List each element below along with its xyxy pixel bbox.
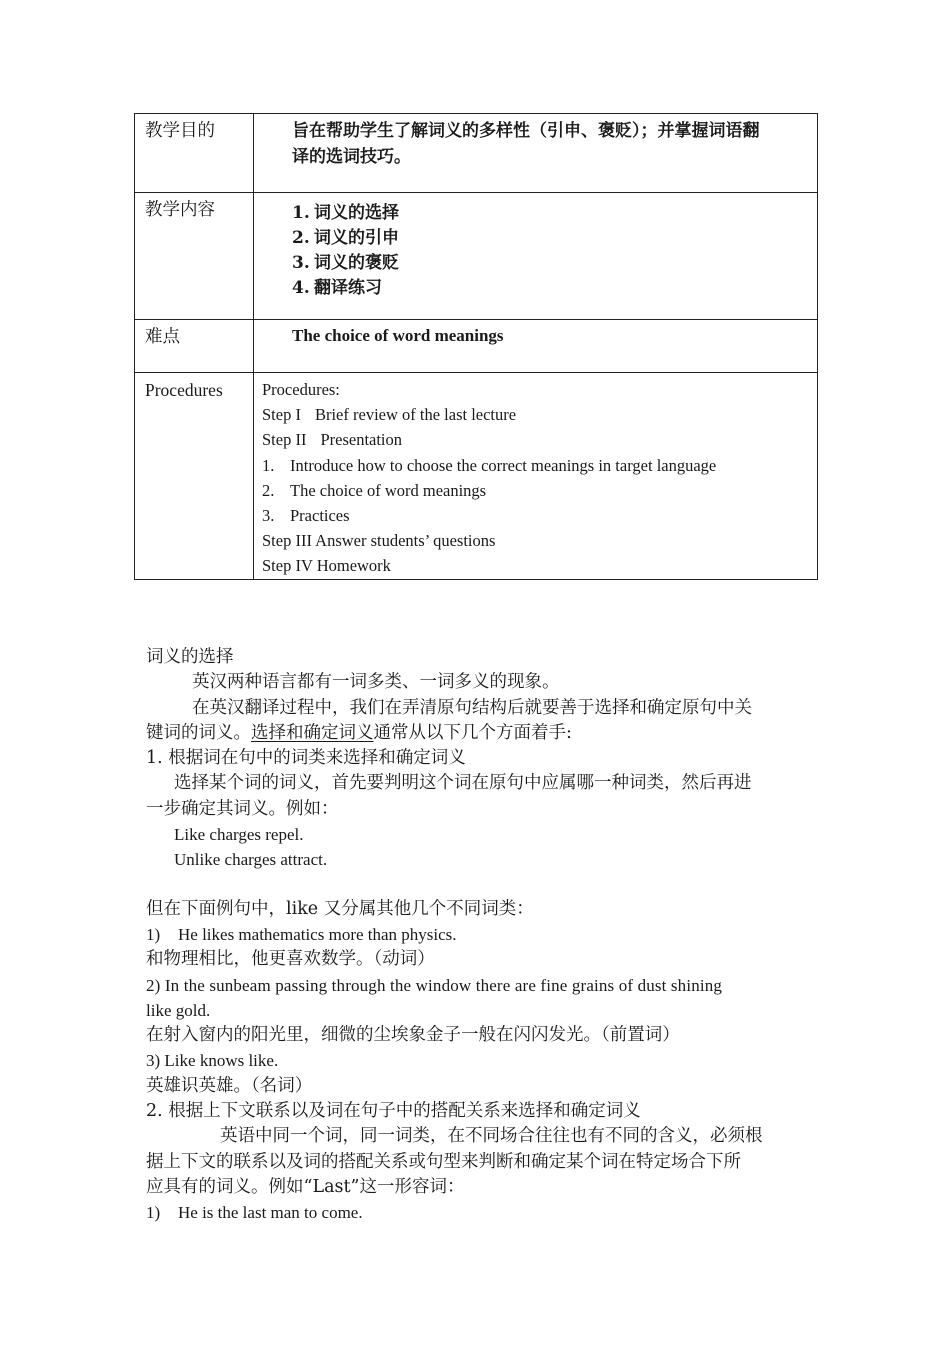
step-1-label: Step I	[262, 405, 301, 425]
list-item-number: 2.	[262, 480, 275, 500]
list-item	[292, 276, 807, 301]
objective-line-1: 旨在帮助学生了解词义的多样性（引申、褒贬）；并掌握词语翻	[292, 121, 760, 141]
example-prep-en-line-1: 2) In the sunbeam passing through the window there are fine grains of dust shining	[146, 975, 723, 995]
example-text: He is the last man to come.	[178, 1203, 363, 1223]
list-item-text: 翻译练习	[314, 278, 382, 298]
objective-content	[254, 114, 818, 193]
underlined-text: 选择和确定词义	[251, 722, 374, 743]
text-span: 通常从以下几个方面着手:	[373, 722, 572, 743]
list-item-number: 1.	[292, 203, 310, 223]
like-intro: 但在下面例句中，like 又分属其他几个不同词类：	[146, 898, 534, 919]
example-prep-en-line-2: like gold.	[146, 1000, 211, 1020]
example-text: He likes mathematics more than physics.	[178, 924, 457, 944]
list-item-text: Practices	[290, 506, 350, 526]
example-verb-en	[146, 922, 812, 947]
subsection-1-line-1: 选择某个词的词义，首先要判明这个词在原句中应属哪一种词类，然后再进	[174, 773, 752, 794]
difficulty-text: The choice of word meanings	[292, 326, 504, 345]
list-item-number: 1.	[262, 455, 275, 475]
list-item-text: 词义的选择	[314, 203, 399, 223]
example-1: Like charges repel.	[174, 825, 304, 845]
list-item-number: 4.	[292, 278, 310, 298]
lesson-plan-table	[134, 113, 818, 580]
paragraph-1: 英汉两种语言都有一词多类、一词多义的现象。	[192, 672, 560, 693]
example-prep-zh: 在射入窗内的阳光里，细微的尘埃象金子一般在闪闪发光。（前置词）	[146, 1025, 680, 1046]
list-item-number: 3.	[262, 506, 275, 526]
step-1-text: Brief review of the last lecture	[314, 405, 517, 425]
subsection-2-line-2: 据上下文的联系以及词的搭配关系或句型来判断和确定某个词在特定场合下所	[146, 1151, 741, 1172]
section-heading: 词义的选择	[146, 647, 234, 667]
list-item-text: The choice of word meanings	[290, 480, 487, 500]
content-list-cell	[254, 193, 818, 320]
table-row-objective	[135, 114, 818, 193]
procedures-cell	[254, 373, 818, 580]
paragraph-2-line-2	[146, 721, 812, 746]
step-4: Step IV Homework	[262, 556, 391, 576]
list-item	[262, 503, 807, 528]
paragraph-2-line-1: 在英汉翻译过程中，我们在弄清原句结构后就要善于选择和确定原句中关	[192, 697, 752, 718]
step-2	[262, 427, 807, 452]
list-item-number: 2.	[292, 228, 310, 248]
example-last-en	[146, 1200, 812, 1225]
list-item	[292, 201, 807, 226]
procedures-label: Procedures	[135, 373, 254, 580]
list-item	[292, 251, 807, 276]
content-list	[266, 197, 807, 301]
difficulty-cell	[254, 320, 818, 373]
content-label: 教学内容	[135, 193, 254, 320]
step-1	[262, 402, 807, 427]
subsection-2-title: 2. 根据上下文联系以及词在句子中的搭配关系来选择和确定词义	[146, 1101, 641, 1122]
example-noun-zh: 英雄识英雄。（名词）	[146, 1075, 313, 1096]
example-number: 1)	[146, 1203, 161, 1223]
list-item	[292, 226, 807, 251]
list-item-number: 3.	[292, 253, 310, 273]
text-span: 键词的词义。	[146, 722, 251, 743]
difficulty-label: 难点	[135, 320, 254, 373]
procedures-title: Procedures:	[262, 380, 340, 399]
example-noun-en: 3) Like knows like.	[146, 1051, 279, 1071]
list-item-text: Introduce how to choose the correct meanings in target language	[290, 455, 717, 475]
subsection-1-title: 1. 根据词在句中的词类来选择和确定词义	[146, 748, 466, 769]
objective-line-2: 译的选词技巧。	[292, 147, 411, 167]
list-item-text: 词义的引申	[314, 228, 399, 248]
list-item	[262, 478, 807, 503]
example-2: Unlike charges attract.	[174, 850, 328, 870]
table-row-procedures	[135, 373, 818, 580]
subsection-2-line-3: 应具有的词义。例如“Last”这一形容词：	[146, 1176, 465, 1197]
subsection-2-line-1: 英语中同一个词，同一词类，在不同场合往往也有不同的含义，必须根	[220, 1126, 763, 1147]
subsection-1-line-2: 一步确定其词义。例如：	[146, 798, 339, 819]
example-verb-zh: 和物理相比，他更喜欢数学。（动词）	[146, 949, 435, 970]
list-item	[262, 453, 807, 478]
table-row-difficulty	[135, 320, 818, 373]
example-number: 1)	[146, 924, 161, 944]
body-text	[146, 645, 812, 1226]
list-item-text: 词义的褒贬	[314, 253, 399, 273]
step-3: Step III Answer students’ questions	[262, 531, 496, 551]
step-2-label: Step II	[262, 430, 307, 450]
table-row-content	[135, 193, 818, 320]
objective-label: 教学目的	[135, 114, 254, 193]
step-2-text: Presentation	[320, 430, 403, 450]
